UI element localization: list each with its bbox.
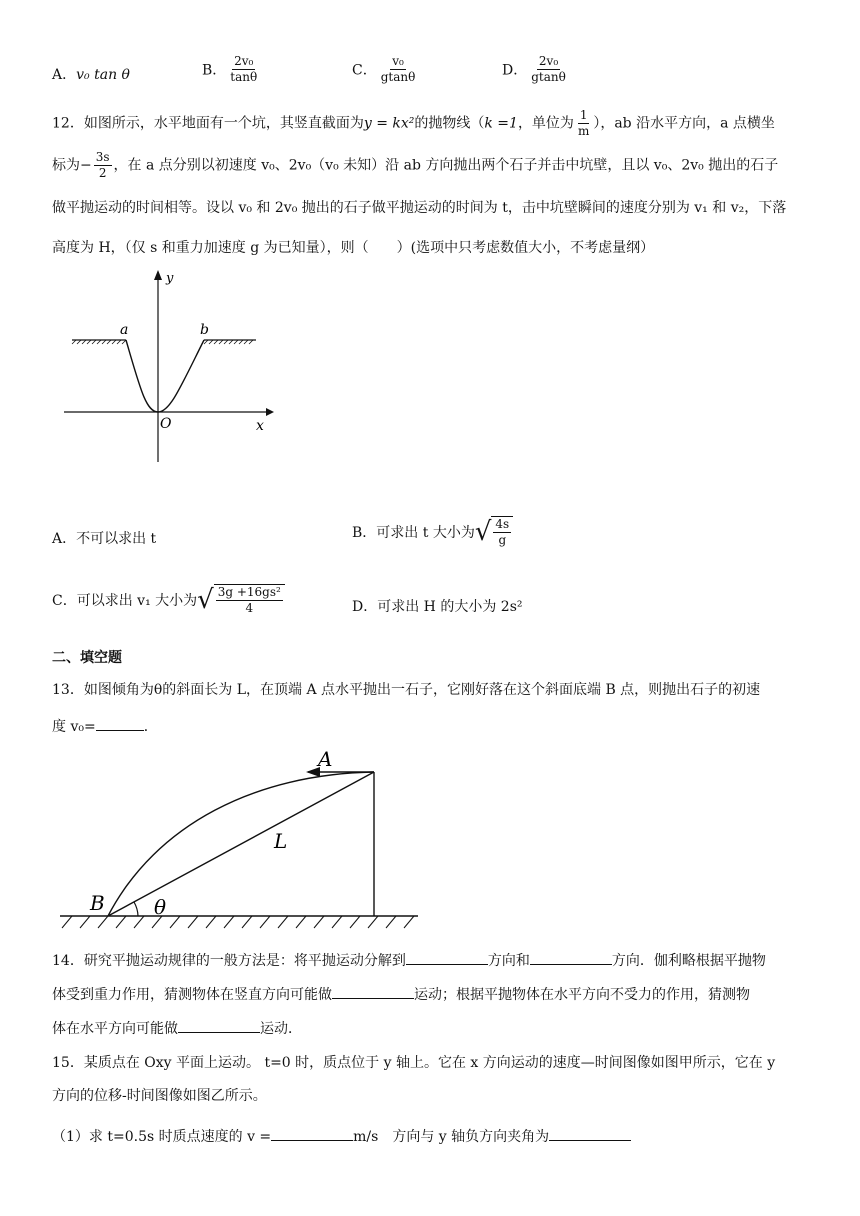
label-L: L: [274, 829, 288, 853]
numerator: 2v₀: [234, 54, 254, 68]
angle-arc: [134, 902, 138, 916]
label-a: a: [120, 322, 129, 338]
q12-line-4: 高度为 H，（仅 s 和重力加速度 g 为已知量），则（ ）(选项中只考虑数值大小，不考虑量纲）: [52, 240, 655, 256]
answer-blank[interactable]: [332, 984, 414, 999]
label-theta: θ: [154, 895, 167, 919]
sqrt: √ $\frac{4s}{g}$: [475, 516, 513, 548]
q15-line-2: 方向的位移-时间图像如图乙所示。: [52, 1088, 267, 1104]
fraction: [379, 54, 418, 85]
text: m/s 方向与 y 轴负方向夹角为: [353, 1129, 550, 1145]
q12-option-b: [352, 516, 513, 548]
text: 体受到重力作用，猜测物体在竖直方向可能做: [52, 987, 332, 1003]
q15-line-3: [52, 1126, 631, 1147]
option-expr: v₀ tan θ: [76, 67, 130, 83]
denominator: 2: [98, 166, 107, 180]
sign: −: [80, 157, 92, 174]
answer-blank[interactable]: [96, 716, 144, 731]
q12-line-2: [52, 150, 778, 181]
label-y: y: [166, 271, 174, 286]
fraction: [529, 54, 568, 85]
label-b: b: [200, 322, 209, 338]
option-label: D．: [502, 62, 528, 79]
denominator: 4: [245, 601, 254, 615]
answer-blank[interactable]: [530, 950, 612, 965]
option-label: C．: [352, 62, 377, 79]
text: 度 v₀=: [52, 719, 96, 735]
q11-option-a: [52, 64, 130, 84]
y-arrow-icon: [154, 270, 162, 280]
sqrt: √ $\frac{\text{3g +16gs²}}{4}$: [197, 584, 285, 616]
k-value: k =1: [484, 115, 518, 132]
q12-line-3: 做平抛运动的时间相等。设以 v₀ 和 2v₀ 抛出的石子做平抛运动的时间为 t，击中坑壁瞬间的速度分别为 v₁ 和 v₂，下落: [52, 200, 787, 216]
text: 运动；根据平抛物体在水平方向不受力的作用，猜测物: [414, 987, 750, 1003]
q12-line-1: [52, 108, 775, 139]
answer-blank[interactable]: [178, 1018, 260, 1033]
label-origin: O: [160, 416, 172, 432]
q14-line-1: [52, 950, 766, 971]
incline-figure: [56, 744, 426, 930]
label-B: B: [90, 891, 105, 915]
text: ，在 a 点分别以初速度 v₀、2v₀（v₀ 未知）沿 ab 方向抛出两个石子并击中坑壁，且以 v₀、2v₀ 抛出的石子: [113, 157, 779, 174]
denominator: m: [577, 124, 590, 138]
incline-line: [108, 772, 374, 916]
equation: y = kx²: [363, 115, 415, 132]
section-heading: 二、填空题: [52, 650, 122, 666]
x-arrow-icon: [266, 408, 274, 416]
denominator: gtanθ: [380, 70, 416, 84]
text: ，单位为: [517, 115, 574, 132]
numerator: 1: [579, 108, 588, 122]
text: 方向．伽利略根据平抛物: [611, 953, 766, 969]
text: （1）求 t=0.5s 时质点速度的 v =: [52, 1129, 272, 1145]
answer-blank[interactable]: [549, 1126, 631, 1141]
text: 运动．: [260, 1021, 302, 1037]
text: 12．如图所示，水平地面有一个坑，其竖直截面为: [52, 115, 364, 132]
text: 体在水平方向可能做: [52, 1021, 178, 1037]
q12-option-d: D．可求出 H 的大小为 2s²: [352, 599, 523, 615]
option-label: B．: [202, 62, 227, 79]
q11-option-c: [352, 54, 419, 85]
answer-blank[interactable]: [271, 1126, 353, 1141]
text: 标为: [52, 157, 80, 174]
label-A: A: [318, 747, 333, 771]
q11-option-b: [202, 54, 261, 85]
numerator: v₀: [392, 54, 404, 68]
text: 14．研究平抛运动规律的一般方法是：将平抛运动分解到: [52, 953, 406, 969]
text: ．: [143, 719, 158, 735]
parabola-figure: [60, 262, 280, 467]
ground-hatch: [62, 916, 414, 928]
parabola-curve: [126, 340, 204, 412]
text: 的抛物线（: [414, 115, 485, 132]
numerator: 2v₀: [538, 54, 559, 68]
unit-fraction: [576, 108, 591, 139]
text: 方向和: [487, 953, 530, 969]
numerator: 3s: [95, 150, 110, 164]
option-text: C．可以求出 v₁ 大小为: [52, 593, 198, 609]
q13-line-2: [52, 716, 158, 737]
q13-line-1: 13．如图倾角为θ的斜面长为 L，在顶端 A 点水平抛出一石子，它刚好落在这个斜面底端 B 点，则抛出石子的初速: [52, 682, 761, 698]
q14-line-2: [52, 984, 750, 1005]
option-text: B．可求出 t 大小为: [352, 525, 475, 541]
coord-fraction: [94, 150, 112, 181]
q15-line-1: 15．某质点在 Oxy 平面上运动。 t=0 时，质点位于 y 轴上。它在 x 方向运动的速度—时间图像如图甲所示，它在 y: [52, 1055, 776, 1071]
text: ），ab 沿水平方向，a 点横坐: [593, 115, 775, 132]
label-x: x: [256, 418, 264, 434]
denominator: gtanθ: [531, 70, 566, 84]
q14-line-3: [52, 1018, 302, 1039]
denominator: tanθ: [230, 70, 258, 84]
option-label: A．: [52, 67, 77, 83]
q12-option-c: [52, 584, 285, 616]
fraction: [228, 54, 259, 85]
numerator: 3g +16gs²: [217, 585, 281, 599]
q12-option-a: A．不可以求出 t: [52, 531, 157, 547]
numerator: 4s: [495, 517, 510, 531]
q11-option-d: [502, 54, 570, 85]
answer-blank[interactable]: [406, 950, 488, 965]
denominator: g: [498, 533, 507, 547]
